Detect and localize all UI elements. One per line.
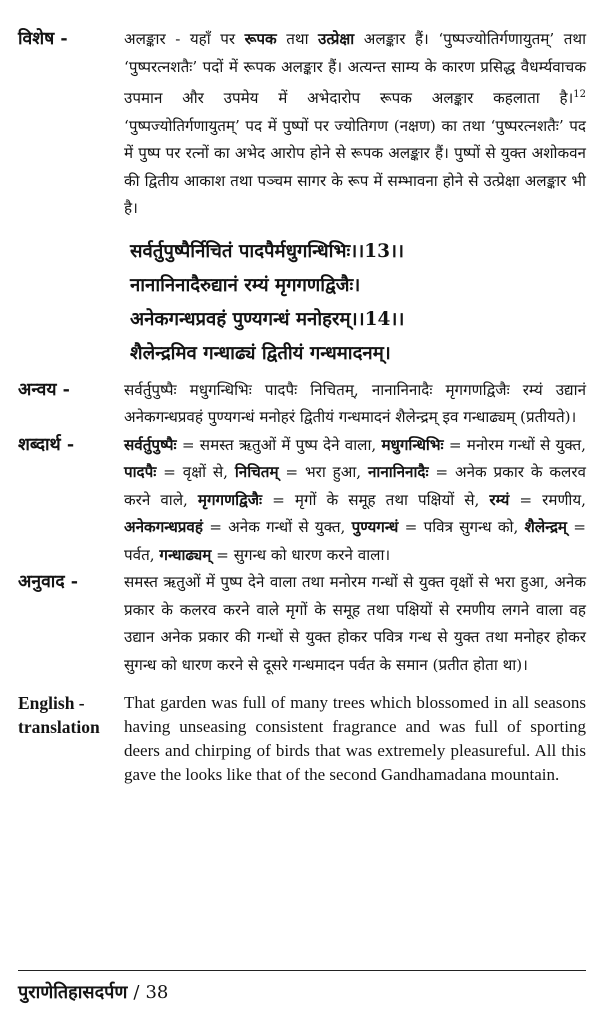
definition: = रमणीय,: [509, 490, 586, 509]
sanskrit-verse: [130, 235, 586, 371]
term: नानानिनादैः: [367, 463, 429, 482]
term: निचितम्: [234, 463, 279, 482]
definition: = पवित्र सुगन्ध को,: [398, 518, 525, 537]
anuvad-text: समस्त ऋतुओं में पुष्प देने वाला तथा मनोरम गन्धों से युक्त वृक्षों से भरा हुआ, अनेक प्रकार के कलरव करने वाले मृगों के समूह तथा पक्षियों से रमणीय लगने वाला वह उद्यान अनेक प्रकार की गन्धों से युक्त होकर पवित्र गन्ध से युक्त तथा मनोहर होकर सुगन्ध को धारण करने से दूसरे गन्धमादन पर्वत के समान (प्रतीत होता था)।: [124, 573, 586, 674]
english-text: That garden was full of many trees which blossomed in all seasons having unseasing consistent fragrance and was full of sporting deers and chirping of birds that was extremely pleasureful. All this gave the looks like that of the second Gandhamadana mountain.: [124, 693, 586, 785]
definition: = मनोरम गन्धों से युक्त,: [443, 435, 586, 454]
term: मृगगणद्विजैः: [197, 490, 263, 509]
shabdarth-text: [124, 432, 586, 570]
english-label: [18, 691, 124, 739]
vishesh-part-1: अलङ्कार - यहाँ पर: [124, 30, 245, 48]
anuvad-label: अनुवाद -: [18, 572, 78, 593]
shabdarth-label: शब्दार्थ -: [18, 434, 75, 455]
vishesh-label: विशेष -: [18, 29, 68, 49]
english-label-line-1: English -: [18, 693, 85, 714]
term: अनेकगन्धप्रवहं: [124, 518, 203, 537]
definition: = समस्त ऋतुओं में पुष्प देने वाला,: [176, 435, 382, 454]
verse-line-1: सर्वर्तुपुष्पैर्निचितं पादपैर्मधुगन्धिभिः।।13।।: [130, 240, 404, 262]
vishesh-section: [18, 26, 586, 223]
anuvad-section: [18, 569, 586, 679]
definition: = अनेक प्रकार के कलरव करने वाले,: [124, 463, 586, 509]
verse-line-4: शैलेन्द्रमिव गन्धाढ्यं द्वितीयं गन्धमादनम्।: [130, 342, 391, 364]
book-title: पुराणेतिहासदर्पण: [18, 982, 128, 1003]
anvay-label: अन्वय -: [18, 379, 70, 400]
shabdarth-section: [18, 432, 586, 570]
definition: = भरा हुआ,: [278, 463, 368, 482]
term: गन्धाढ्यम्: [159, 545, 212, 564]
anvay-section: [18, 377, 586, 432]
term: पुण्यगन्धं: [351, 518, 399, 537]
english-section: [18, 691, 586, 787]
definition: = सुगन्ध को धारण करने वाला।: [211, 545, 391, 564]
definition: = पर्वत,: [124, 518, 586, 564]
term: शैलेन्द्रम्: [524, 518, 568, 537]
verse-line-3: अनेकगन्धप्रवहं पुण्यगन्धं मनोहरम्।।14।।: [130, 308, 405, 330]
vishesh-part-3: अलङ्कार हैं। ‘पुष्पज्योतिर्गणायुतम्’ तथा ‘पुष्परत्नशतैः’ पदों में रूपक अलङ्कार हैं। अत्यन्त साम्य के कारण प्रसिद्ध वैधर्म्यवाचक उपमान और उपमेय में अभेदारोप रूपक अलङ्कार कहलाता है।: [124, 30, 586, 108]
definition: = अनेक गन्धों से युक्त,: [202, 518, 352, 537]
footer-divider: [18, 970, 586, 971]
page-number: 38: [145, 982, 169, 1003]
term: रम्यं: [489, 490, 510, 509]
definition: = वृक्षों से,: [156, 463, 235, 482]
footer-separator: /: [133, 982, 140, 1003]
term: पादपैः: [124, 463, 157, 482]
term: मधुगन्धिभिः: [381, 435, 444, 454]
vishesh-bold-rupak: रूपक: [244, 30, 277, 48]
anvay-text: सर्वर्तुपुष्पैः मधुगन्धिभिः पादपैः निचितम्, नानानिनादैः मृगगणद्विजैः रम्यं उद्यानं अनेकगन्धप्रवहं पुण्यगन्धं मनोहरं द्वितीयं गन्धमादनं शैलेन्द्रम् इव गन्धाढ्यम् (प्रतीयते)।: [124, 380, 586, 427]
verse-line-2: नानानिनादैरुद्यानं रम्यं मृगगणद्विजैः।: [130, 274, 361, 296]
footnote-marker: 12: [573, 89, 586, 100]
vishesh-part-4: ‘पुष्पज्योतिर्गणायुतम्’ पद में पुष्पों पर ज्योतिगण (नक्षण) का तथा ‘पुष्परत्नशतैः’ पद में पुष्प पर रत्नों का अभेद आरोप होने से रूपक अलङ्कार हैं। पुष्पों से युक्त अशोकवन की द्वितीय आकाश तथा पञ्चम सागर के रूप में सम्भावना होने से उत्प्रेक्षा अलङ्कार भी है।: [124, 116, 586, 218]
vishesh-text: [124, 26, 586, 223]
definition: = मृगों के समूह तथा पक्षियों से,: [262, 490, 490, 509]
page-footer: [18, 980, 168, 1004]
vishesh-bold-utpreksha: उत्प्रेक्षा: [318, 30, 355, 48]
term: सर्वर्तुपुष्पैः: [124, 435, 177, 454]
english-label-line-2: translation: [18, 717, 100, 738]
vishesh-part-2: तथा: [276, 30, 319, 48]
